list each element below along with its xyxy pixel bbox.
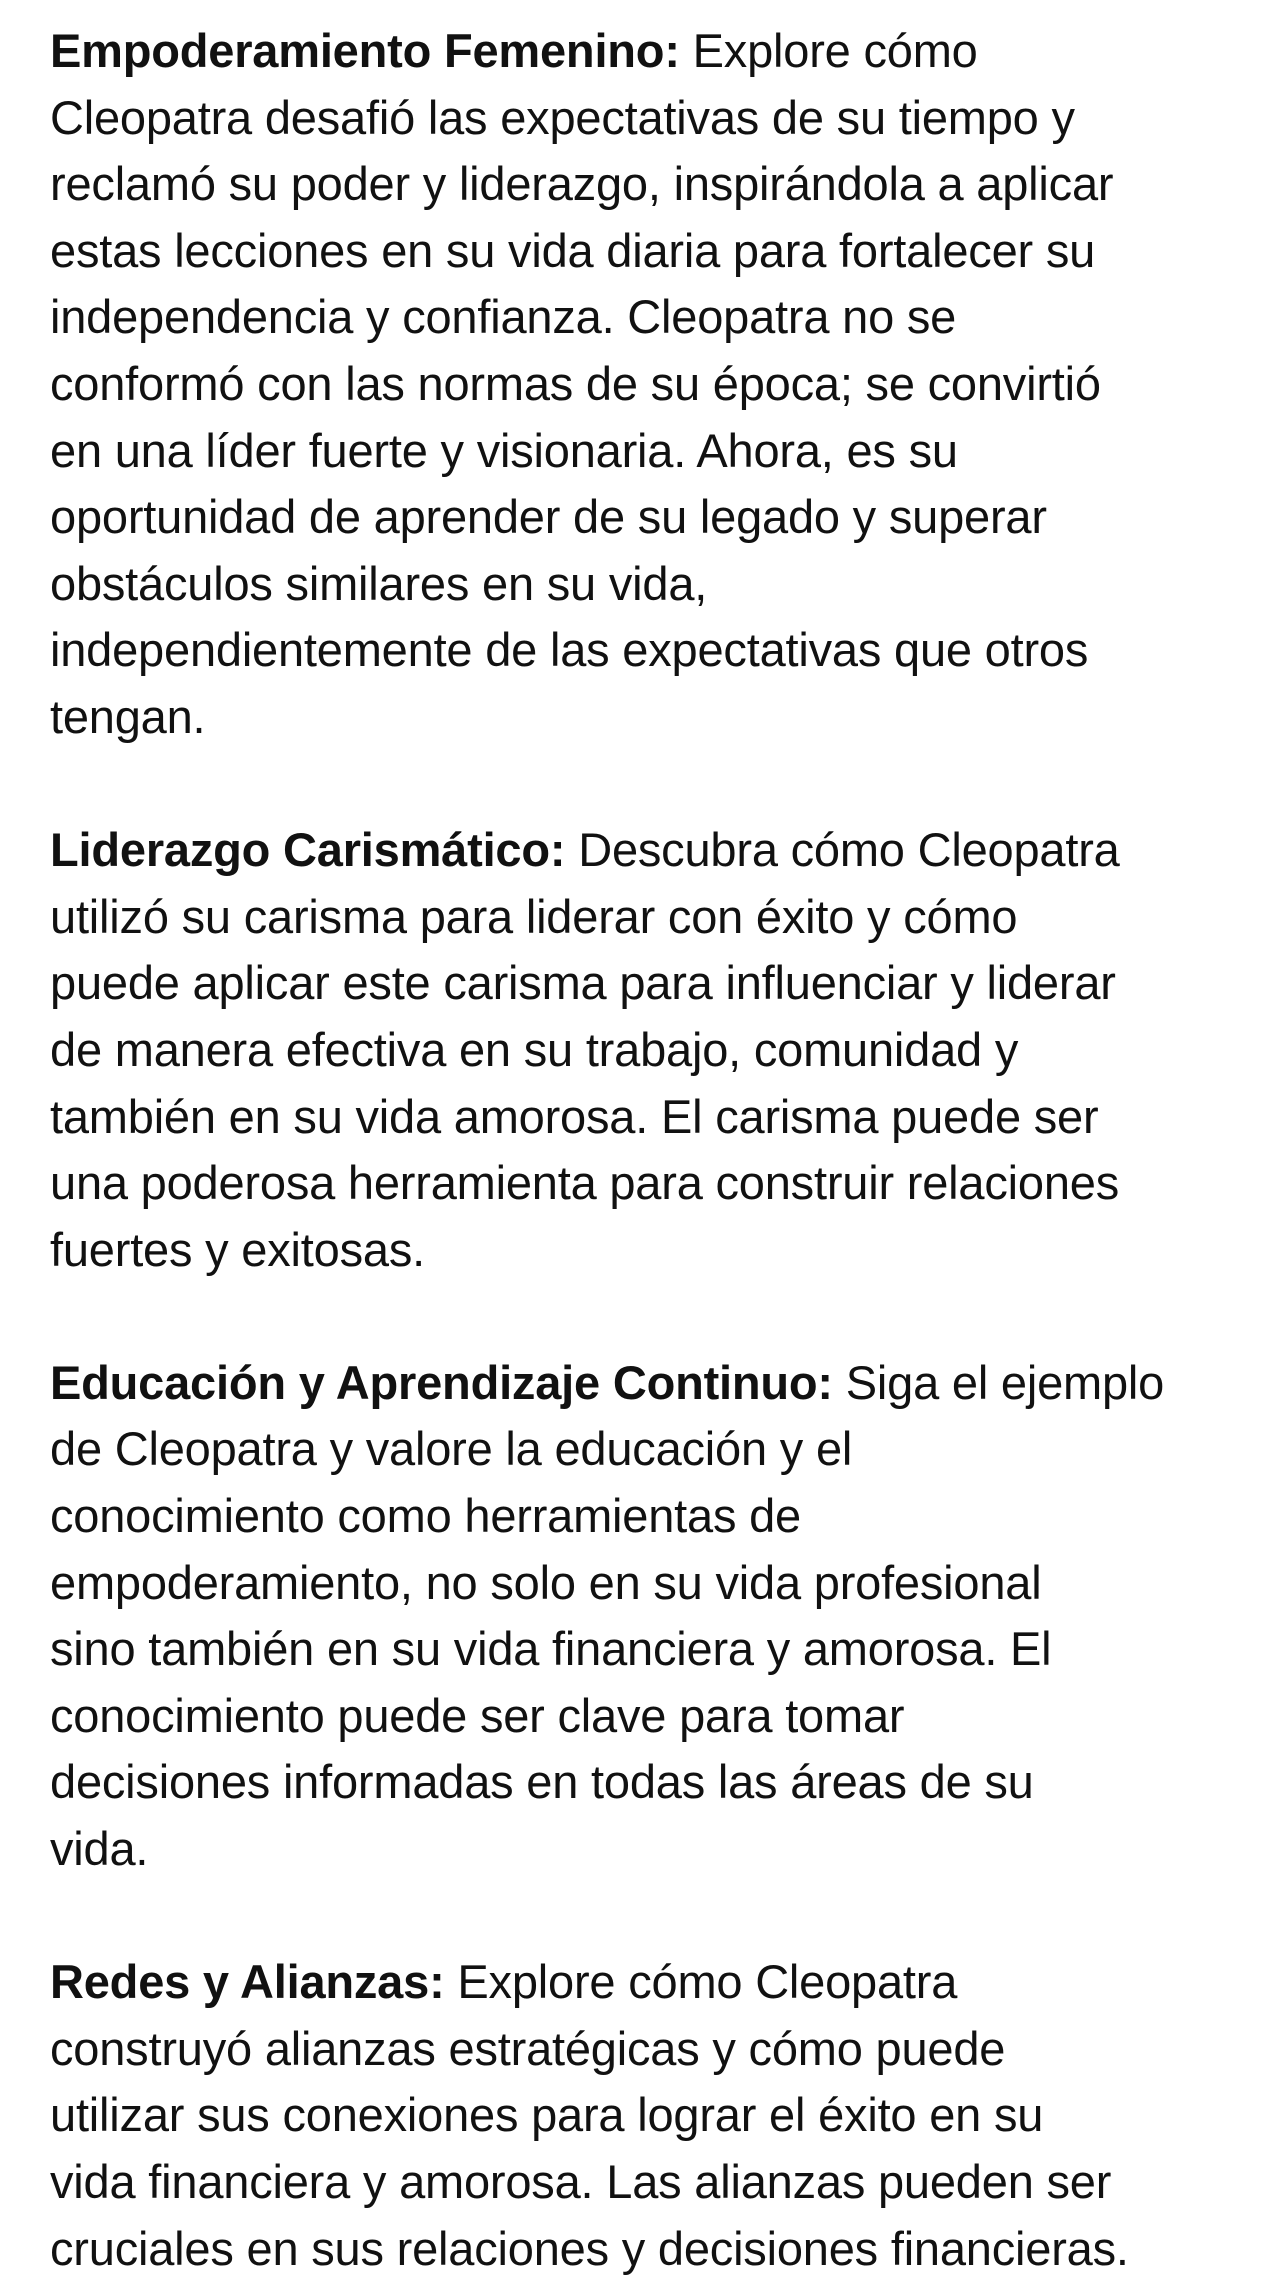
paragraph-line: una poderosa herramienta para construir relaciones bbox=[50, 1156, 1120, 1210]
paragraph-line: estas lecciones en su vida diaria para fortalecer su bbox=[50, 223, 1096, 277]
paragraph-line: vida financiera y amorosa. Las alianzas pueden ser bbox=[50, 2155, 1112, 2208]
paragraph-line: de manera efectiva en su trabajo, comunidad y bbox=[50, 1022, 1019, 1076]
paragraph-line: utilizar sus conexiones para lograr el éxito en su bbox=[50, 2088, 1044, 2142]
document-body bbox=[50, 18, 1250, 2282]
paragraph-line bbox=[50, 817, 1250, 884]
paragraph-line: construyó alianzas estratégicas y cómo puede bbox=[50, 2021, 1006, 2075]
section-heading: Empoderamiento Femenino: bbox=[50, 24, 680, 77]
paragraph-line: fuertes y exitosas. bbox=[50, 1222, 425, 1276]
paragraph-line: empoderamiento, no solo en su vida profesional bbox=[50, 1555, 1042, 1609]
paragraph-line: puede aplicar este carisma para influenciar y liderar bbox=[50, 956, 1116, 1010]
paragraph-line: en una líder fuerte y visionaria. Ahora, es su bbox=[50, 423, 958, 477]
section-liderazgo-carismatico bbox=[50, 817, 1250, 1283]
paragraph-line: decisiones informadas en todas las áreas de su bbox=[50, 1755, 1034, 1809]
paragraph-text: Explore cómo bbox=[679, 24, 978, 77]
paragraph-text: Descubra cómo Cleopatra bbox=[565, 823, 1120, 877]
paragraph-line bbox=[50, 18, 1250, 85]
paragraph-line: obstáculos similares en su vida, bbox=[50, 556, 708, 610]
section-heading: Educación y Aprendizaje Continuo: bbox=[50, 1355, 833, 1409]
paragraph-line: utilizó su carisma para liderar con éxito y cómo bbox=[50, 889, 1018, 943]
section-heading: Liderazgo Carismático: bbox=[50, 823, 566, 877]
paragraph-line: también en su vida amorosa. El carisma puede ser bbox=[50, 1089, 1099, 1143]
paragraph-line: independientemente de las expectativas que otros bbox=[50, 623, 1089, 677]
paragraph-line: tengan. bbox=[50, 689, 206, 743]
section-heading: Redes y Alianzas: bbox=[50, 1955, 445, 2009]
paragraph-line: de Cleopatra y valore la educación y el bbox=[50, 1422, 853, 1476]
paragraph-line: reclamó su poder y liderazgo, inspirándola a aplicar bbox=[50, 157, 1114, 211]
paragraph-line: conformó con las normas de su época; se convirtió bbox=[50, 356, 1101, 410]
section-empoderamiento-femenino bbox=[50, 18, 1250, 751]
paragraph-line bbox=[50, 1949, 1250, 2016]
paragraph-line bbox=[50, 1350, 1250, 1417]
paragraph-line: cruciales en sus relaciones y decisiones financieras. bbox=[50, 2221, 1129, 2275]
paragraph-line: conocimiento puede ser clave para tomar bbox=[50, 1688, 905, 1742]
paragraph-line: vida. bbox=[50, 1822, 149, 1876]
section-redes-alianzas bbox=[50, 1949, 1250, 2282]
paragraph-text: Explore cómo Cleopatra bbox=[444, 1955, 958, 2009]
paragraph-line: Cleopatra desafió las expectativas de su tiempo y bbox=[50, 90, 1075, 144]
section-educacion-aprendizaje bbox=[50, 1350, 1250, 1883]
paragraph-text: Siga el ejemplo bbox=[832, 1355, 1165, 1409]
paragraph-line: conocimiento como herramientas de bbox=[50, 1489, 801, 1543]
paragraph-line: sino también en su vida financiera y amorosa. El bbox=[50, 1622, 1052, 1676]
paragraph-line: independencia y confianza. Cleopatra no se bbox=[50, 290, 957, 344]
paragraph-line: oportunidad de aprender de su legado y superar bbox=[50, 490, 1047, 544]
